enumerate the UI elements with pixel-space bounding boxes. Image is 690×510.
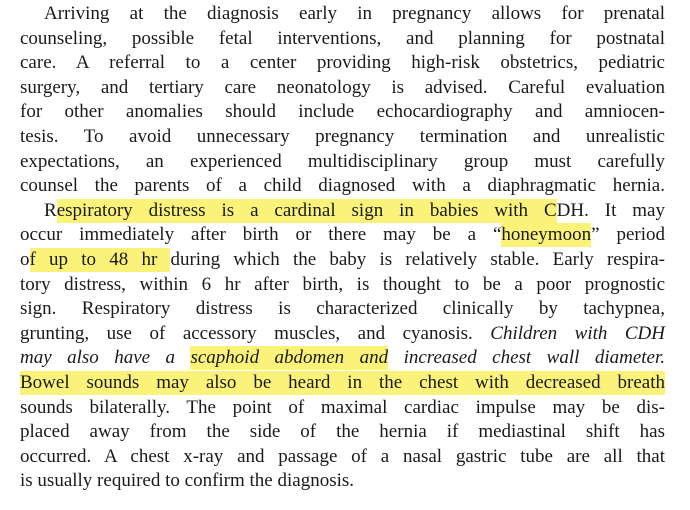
text-segment: expectations, an experienced multidisciplinary group must carefully xyxy=(20,150,665,172)
text-segment: for other anomalies should include echocardiography and amniocen- xyxy=(20,101,665,123)
text-segment: surgery, and tertiary care neonatology is advised. Careful evaluation xyxy=(20,76,665,98)
text-line xyxy=(20,150,665,174)
text-segment: placed away from the side of the hernia if mediastinal shift has xyxy=(20,421,665,443)
text-segment: sign. Respiratory distress is characterized clinically by tachypnea, xyxy=(20,298,665,320)
text-segment: sounds bilaterally. The point of maximal cardiac impulse may be dis- xyxy=(20,396,665,418)
text-line xyxy=(20,199,665,223)
text-line xyxy=(20,27,665,51)
text-segment: care. A referral to a center providing high-risk obstetrics, pediatric xyxy=(20,52,665,74)
text-segment: may also have a xyxy=(20,347,191,369)
text-segment: counsel the parents of a child diagnosed with a diaphragmatic hernia. xyxy=(20,175,665,197)
text-line xyxy=(20,297,665,321)
text-line xyxy=(20,273,665,297)
text-line xyxy=(20,248,665,272)
text-line xyxy=(20,469,665,493)
text-line xyxy=(20,420,665,444)
text-segment: o xyxy=(20,249,30,270)
text-segment: ” period xyxy=(591,224,665,246)
text-line xyxy=(20,100,665,124)
text-line xyxy=(20,371,665,395)
text-line xyxy=(20,76,665,100)
text-segment: grunting, use of accessory muscles, and cyanosis. xyxy=(20,322,491,344)
text-line xyxy=(20,51,665,75)
text-line xyxy=(20,2,665,26)
text-segment: tory distress, within 6 hr after birth, is thought to be a poor prognostic xyxy=(20,273,665,295)
text-line xyxy=(20,174,665,198)
highlighted-text: honeymoon xyxy=(501,224,592,246)
text-line xyxy=(20,125,665,149)
text-line xyxy=(20,445,665,469)
text-segment: Arriving at the diagnosis early in pregnancy allows for prenatal xyxy=(44,3,665,24)
highlighted-text: espiratory distress is a cardinal sign in babies with C xyxy=(56,199,557,221)
highlighted-text: scaphoid abdomen and xyxy=(190,347,389,369)
text-line xyxy=(20,223,665,247)
text-line xyxy=(20,346,665,370)
text-segment: DH. It may xyxy=(556,199,665,221)
highlighted-text: f up to 48 hr xyxy=(29,249,171,270)
text-segment: counseling, possible fetal interventions, and planning for postnatal xyxy=(20,27,665,49)
text-segment: increased chest wall diameter. xyxy=(388,347,666,369)
text-segment: occur immediately after birth or there may be a “ xyxy=(20,224,502,246)
text-segment: is usually required to confirm the diagnosis. xyxy=(20,470,355,492)
highlighted-text: Bowel sounds may also be heard in the chest with decreased breath xyxy=(20,372,665,393)
text-segment: occurred. A chest x-ray and passage of a nasal gastric tube are all that xyxy=(20,445,665,467)
text-line xyxy=(20,396,665,420)
text-segment: during which the baby is relatively stable. Early respira- xyxy=(170,249,665,270)
text-segment: tesis. To avoid unnecessary pregnancy termination and unrealistic xyxy=(20,126,665,147)
text-line xyxy=(20,322,665,346)
text-segment: R xyxy=(44,199,57,221)
text-segment: Children with CDH xyxy=(490,322,665,344)
